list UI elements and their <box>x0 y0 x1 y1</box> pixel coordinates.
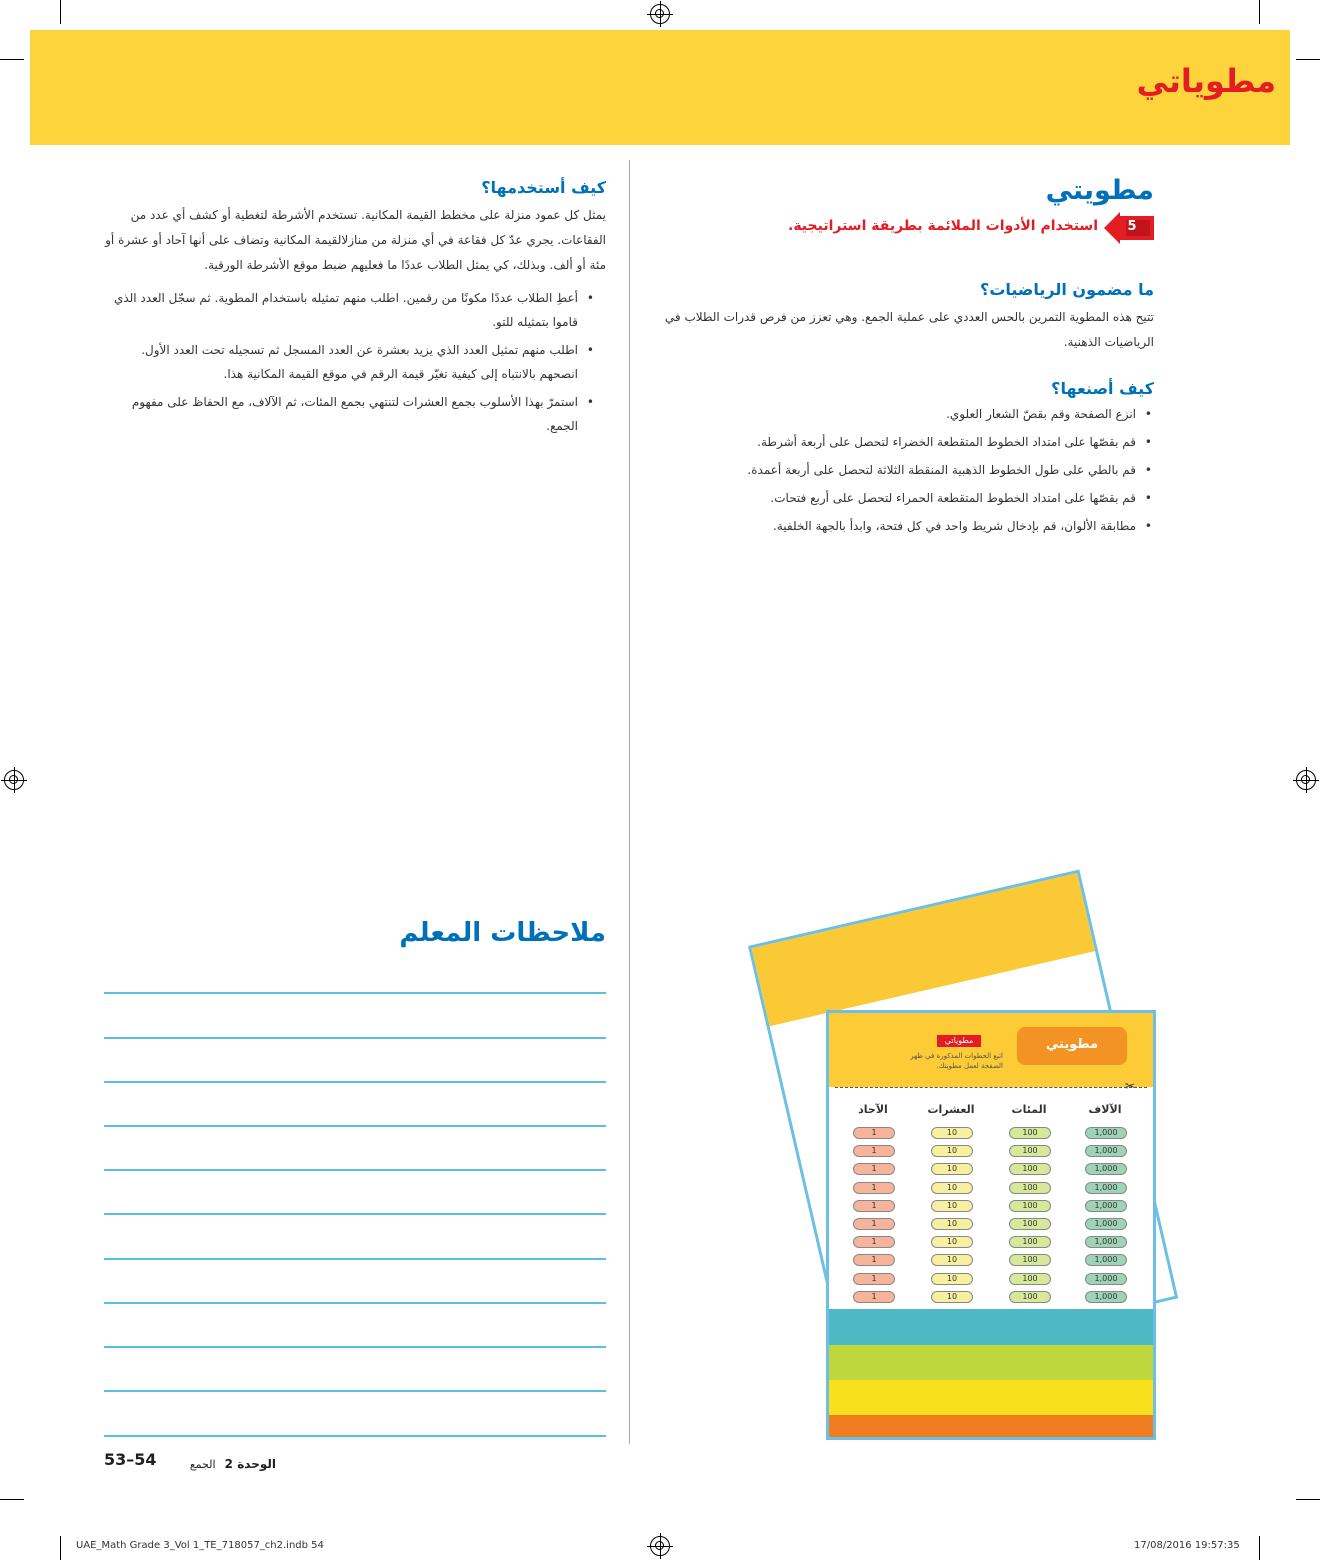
unit-subtitle: الجمع <box>189 1458 216 1471</box>
make-steps <box>654 402 1154 538</box>
crop-mark <box>60 0 61 24</box>
place-value-bubble: 10 <box>931 1218 973 1230</box>
back-sheet-header <box>752 873 1095 1026</box>
cut-line <box>835 1087 1147 1088</box>
left-column <box>104 178 606 442</box>
page-numbers: 53–54 <box>104 1450 157 1469</box>
foldable-title: مطويتي <box>1045 175 1154 206</box>
note-line <box>104 1037 606 1039</box>
column-header: المئات <box>1011 1103 1047 1116</box>
registration-mark-icon <box>4 770 24 790</box>
column-header: الآحاد <box>858 1103 888 1116</box>
place-value-bubble: 1,000 <box>1085 1291 1127 1303</box>
place-value-bubble: 1,000 <box>1085 1236 1127 1248</box>
practice-number: 5 <box>1127 219 1137 234</box>
list-item: • قم بقصّها على امتداد الخطوط المتقطعة الحمراء لتحصل على أربع فتحات. <box>654 486 1154 510</box>
place-value-bubble: 10 <box>931 1200 973 1212</box>
notes-heading: ملاحظات المعلم <box>399 918 606 948</box>
practice-text: استخدام الأدوات الملائمة بطريقة استراتيجية. <box>788 218 1098 234</box>
use-text: يمثل كل عمود منزلة على مخطط القيمة المكانية. تستخدم الأشرطة لتغطية أو كشف أي عدد من الفقاعات. يجري عدّ كل فقاعة في أي منزلة من منازلالقيمة المكانية وتضاف على أنها آحاد أو عشرة أو مئة أو ألف. وبذلك، كي يمثل الطلاب عددًا ما فعليهم ضبط موقع الأشرطة الورقية. <box>105 208 606 272</box>
registration-mark-icon <box>650 1536 670 1556</box>
list-item: • اطلب منهم تمثيل العدد الذي يزيد بعشرة عن العدد المسجل ثم تسجيله تحت العدد الأول. انصحهم بالانتباه إلى كيفية تغيّر قيمة الرقم في موقع القيمة المكانية هذا. <box>104 338 596 386</box>
crop-mark <box>0 1499 24 1500</box>
foldable-badge-text: مطوياتي <box>944 1036 974 1045</box>
color-strip-yellow <box>829 1380 1153 1415</box>
unit-title: الوحدة 2 <box>224 1457 276 1471</box>
use-heading: كيف أستخدمها؟ <box>481 178 606 197</box>
place-value-bubble: 1,000 <box>1085 1254 1127 1266</box>
note-line <box>104 1125 606 1127</box>
place-value-bubble: 1 <box>853 1163 895 1175</box>
foldable-front-sheet <box>826 1010 1156 1440</box>
place-value-bubble: 1,000 <box>1085 1273 1127 1285</box>
print-date: 17/08/2016 19:57:35 <box>1134 1540 1240 1551</box>
list-item: • استمرّ بهذا الأسلوب بجمع العشرات لتنتهي بجمع المئات، ثم الآلاف، مع الحفاظ على مفهوم الجمع. <box>104 390 596 438</box>
crop-mark <box>60 1536 61 1560</box>
header-banner <box>30 30 1290 145</box>
banner-title: مطوياتي <box>1136 62 1276 100</box>
place-value-bubble: 1 <box>853 1127 895 1139</box>
place-value-bubble: 100 <box>1009 1236 1051 1248</box>
place-value-bubble: 1,000 <box>1085 1145 1127 1157</box>
place-value-bubble: 100 <box>1009 1127 1051 1139</box>
place-value-bubble: 10 <box>931 1291 973 1303</box>
place-value-bubble: 100 <box>1009 1182 1051 1194</box>
crop-mark <box>0 59 24 60</box>
place-value-bubble: 1 <box>853 1200 895 1212</box>
place-value-bubble: 1,000 <box>1085 1182 1127 1194</box>
note-line <box>104 992 606 994</box>
note-line <box>104 1435 606 1437</box>
crop-mark <box>1259 1536 1260 1560</box>
registration-mark-icon <box>1296 770 1316 790</box>
column-header: الآلاف <box>1088 1103 1122 1116</box>
note-line <box>104 1390 606 1392</box>
place-value-bubble: 1,000 <box>1085 1163 1127 1175</box>
registration-mark-icon <box>650 4 670 24</box>
crop-mark <box>1296 59 1320 60</box>
color-strip-orange <box>829 1415 1153 1440</box>
file-info: UAE_Math Grade 3_Vol 1_TE_718057_ch2.indb 54 <box>76 1540 324 1551</box>
foldable-inner-title: مطويتي <box>1045 1037 1099 1052</box>
place-value-bubble: 100 <box>1009 1273 1051 1285</box>
place-value-bubble: 1 <box>853 1236 895 1248</box>
foldable-instruction: اتبع الخطوات المذكورة في ظهر الصفحة لعمل مطويتك. <box>910 1052 1003 1070</box>
math-text: تتيح هذه المطوية التمرين بالحس العددي على عملية الجمع. وهي تعزز من فرص قدرات الطلاب في الرياضيات الذهنية. <box>664 310 1154 349</box>
color-strip-green <box>829 1345 1153 1380</box>
unit-label <box>176 1453 276 1472</box>
crop-mark <box>1296 1499 1320 1500</box>
crop-mark <box>1259 0 1260 24</box>
notes-section <box>104 918 606 948</box>
place-value-bubble: 1 <box>853 1145 895 1157</box>
place-value-bubble: 10 <box>931 1236 973 1248</box>
note-line <box>104 1302 606 1304</box>
list-item: • أعطِ الطلاب عددًا مكونًا من رقمين. اطلب منهم تمثيله باستخدام المطوية. ثم سجّل العدد الذي قاموا بتمثيله للتو. <box>104 286 596 334</box>
place-value-bubble: 100 <box>1009 1200 1051 1212</box>
place-value-bubble: 10 <box>931 1127 973 1139</box>
place-value-bubble: 1,000 <box>1085 1127 1127 1139</box>
place-value-bubble: 1 <box>853 1254 895 1266</box>
practice-row <box>654 212 1154 246</box>
list-item: • قم بالطي على طول الخطوط الذهبية المنقطة الثلاثة لتحصل على أربعة أعمدة. <box>654 458 1154 482</box>
place-value-bubble: 1 <box>853 1182 895 1194</box>
right-column <box>654 172 1154 542</box>
note-line <box>104 1213 606 1215</box>
scissors-icon: ✂ <box>1124 1079 1135 1093</box>
column-header: العشرات <box>927 1103 975 1116</box>
note-line <box>104 1346 606 1348</box>
place-value-bubble: 10 <box>931 1163 973 1175</box>
place-value-bubble: 1,000 <box>1085 1200 1127 1212</box>
note-line <box>104 1169 606 1171</box>
use-steps <box>104 286 606 438</box>
list-item: • قم بقصّها على امتداد الخطوط المتقطعة الخضراء لتحصل على أربعة أشرطة. <box>654 430 1154 454</box>
note-line <box>104 1258 606 1260</box>
list-item: • مطابقة الألوان، قم بإدخال شريط واحد في كل فتحة، وابدأ بالجهة الخلفية. <box>654 514 1154 538</box>
math-heading: ما مضمون الرياضيات؟ <box>980 280 1154 299</box>
place-value-bubble: 10 <box>931 1182 973 1194</box>
place-value-bubble: 100 <box>1009 1254 1051 1266</box>
make-heading: كيف أصنعها؟ <box>1051 379 1154 398</box>
note-line <box>104 1081 606 1083</box>
list-item: • انزع الصفحة وقم بقصّ الشعار العلوي. <box>654 402 1154 426</box>
column-divider <box>629 160 630 1444</box>
color-strip-teal <box>829 1309 1153 1345</box>
place-value-bubble: 100 <box>1009 1218 1051 1230</box>
place-value-bubble: 100 <box>1009 1291 1051 1303</box>
place-value-bubble: 100 <box>1009 1145 1051 1157</box>
place-value-bubble: 1 <box>853 1291 895 1303</box>
place-value-bubble: 10 <box>931 1273 973 1285</box>
place-value-bubble: 1 <box>853 1218 895 1230</box>
place-value-bubble: 1,000 <box>1085 1218 1127 1230</box>
place-value-bubble: 100 <box>1009 1163 1051 1175</box>
place-value-bubble: 1 <box>853 1273 895 1285</box>
place-value-bubble: 10 <box>931 1145 973 1157</box>
place-value-bubble: 10 <box>931 1254 973 1266</box>
